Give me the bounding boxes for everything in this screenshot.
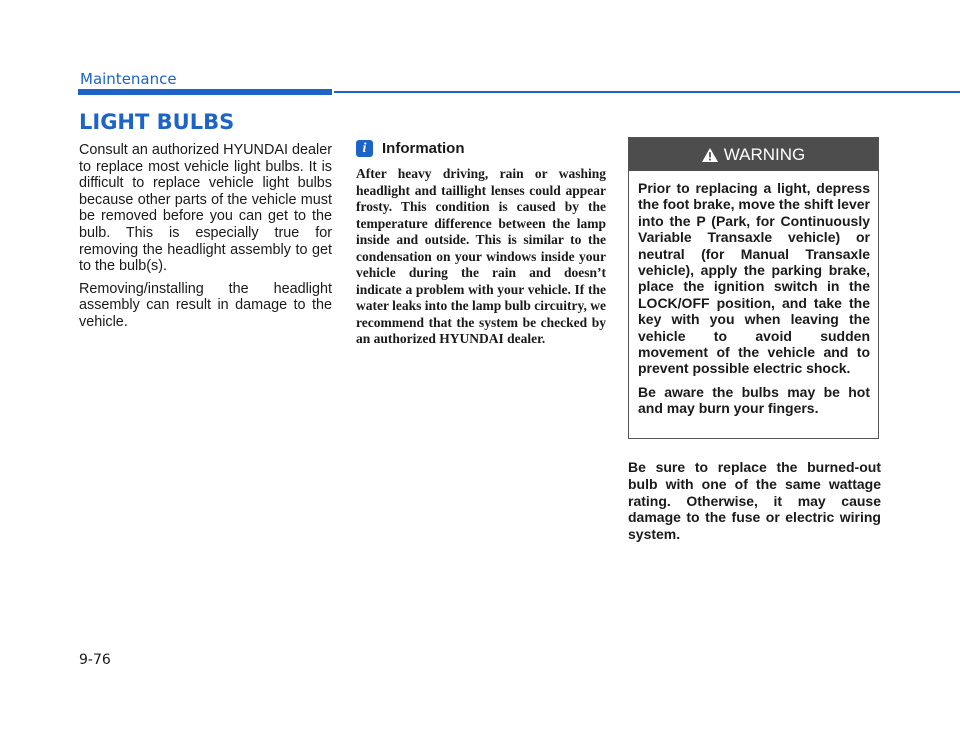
header-rule-thick [78, 89, 332, 95]
warning-header [629, 138, 878, 171]
body-paragraph: Consult an authorized HYUNDAI dealer to replace most vehicle light bulbs. It is difficult to replace vehicle light bulbs because other parts of the vehicle must be removed before you can get to the bulb. This is especially true for removing the headlight assembly to get to the bulb(s). [79, 142, 332, 275]
left-column [79, 142, 332, 337]
body-paragraph: Removing/installing the headlight assembly can result in damage to the vehicle. [79, 280, 332, 330]
warning-triangle-icon [702, 148, 718, 162]
replacement-note: Be sure to replace the burned-out bulb with one of the same wattage rating. Otherwise, it may cause damage to the fuse or electric wiring system. [628, 459, 881, 543]
information-title: Information [382, 140, 465, 157]
page-title: LIGHT BULBS [79, 110, 235, 134]
information-body: After heavy driving, rain or washing headlight and taillight lenses could appear frosty. This condition is caused by the temperature difference between the lamp inside and outside. This is similar to the condensation on your windows inside your vehicle during the rain and doesn’t indicate a problem with your vehicle. If the water leaks into the lamp bulb circuitry, we recommend that the system be checked by an authorized HYUNDAI dealer. [356, 166, 606, 346]
header-rule-thin [334, 91, 960, 93]
info-icon: i [356, 140, 373, 157]
information-header [356, 140, 465, 157]
section-label: Maintenance [80, 70, 177, 88]
warning-paragraph: Be aware the bulbs may be hot and may burn your fingers. [638, 383, 870, 417]
warning-body [629, 171, 878, 417]
warning-paragraph: Prior to replacing a light, depress the foot brake, move the shift lever into the P (Park, for Continuously Variable Transaxle vehicle) or neutral (for Manual Transaxle vehicle), apply the parking brake, place the ignition switch in the LOCK/OFF position, and take the key with you when leaving the vehicle to avoid sudden movement of the vehicle and to prevent possible electric shock. [638, 180, 870, 377]
warning-title: WARNING [723, 144, 806, 164]
page-number: 9-76 [79, 652, 111, 668]
warning-box [628, 137, 879, 439]
